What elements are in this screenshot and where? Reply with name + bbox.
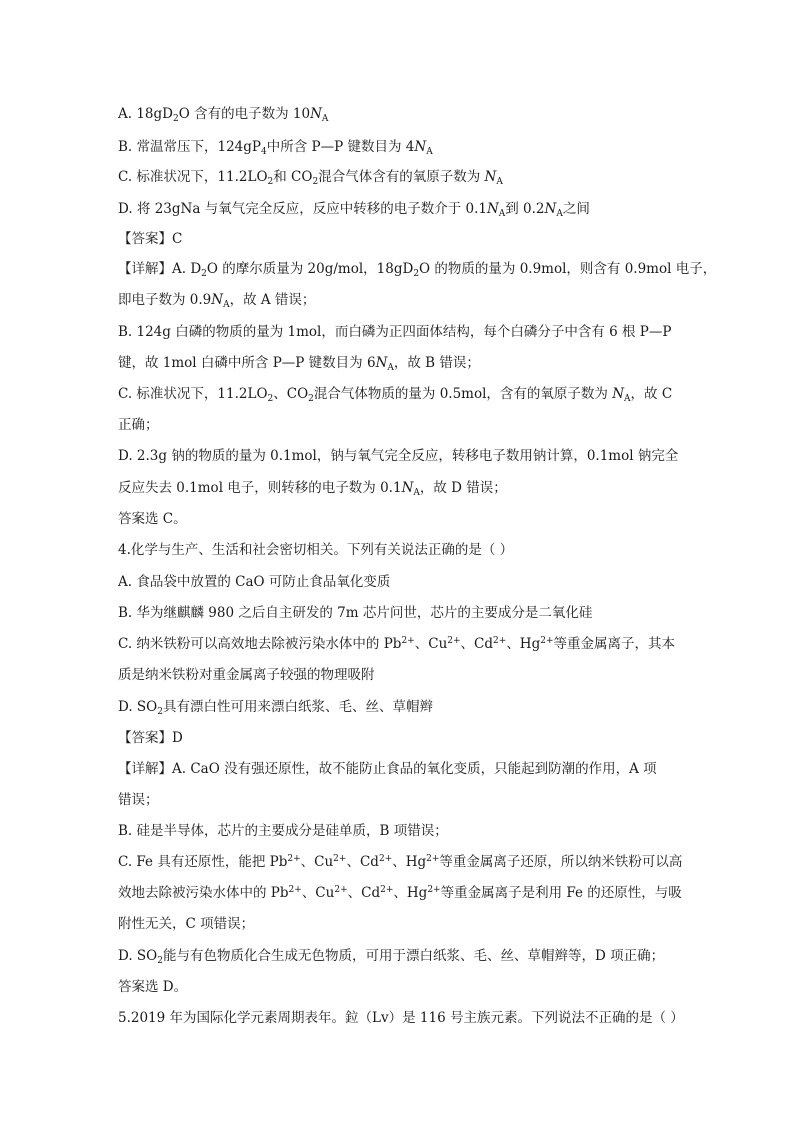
q3-explanation-line: 正确； — [118, 417, 159, 433]
q4-option-c-cont: 质是纳米铁粉对重金属离子较强的物理吸附 — [118, 667, 375, 683]
q3-explanation-line: C. 标准状况下，$11.2LO_2$、$CO_2$混合气体物质的量为 0.5mol，含有的氧原子数为 $N_A$，故 C — [118, 386, 673, 404]
q3-answer: 【答案】C — [118, 231, 183, 247]
q4-explanation-line: 效地去除被污染水体中的 $Pb^{2+}$、$Cu^{2+}$、$Cd^{2+}$、$Hg^{2+}$等重金属离子是利用 Fe 的还原性，与吸 — [118, 885, 682, 901]
q3-explanation-line: D. 2.3g 钠的物质的量为 0.1mol，钠与氧气完全反应，转移电子数用钠计算，0.1mol 钠完全 — [118, 448, 679, 464]
q4-final-answer: 答案选 D。 — [118, 979, 188, 995]
q4-explanation-line: B. 硅是半导体，芯片的主要成分是硅单质，B 项错误； — [118, 823, 448, 839]
q3-option-b: B. 常温常压下，$124gP_4$中所含 P—P 键数目为 $4N_A$ — [118, 139, 433, 157]
q3-explanation-line: 【详解】A. $D_2O$ 的摩尔质量为 20g/mol，$18gD_2O$ 的物质的量为 0.9mol，则含有 0.9mol 电子， — [118, 261, 717, 279]
q4-explanation-line: C. Fe 具有还原性，能把 $Pb^{2+}$、$Cu^{2+}$、$Cd^{2+}$、$Hg^{2+}$等重金属离子还原，所以纳米铁粉可以高 — [118, 854, 683, 870]
q4-explanation-line: 错误； — [118, 792, 159, 808]
q4-explanation-line: D. $SO_2$能与有色物质化合生成无色物质，可用于漂白纸浆、毛、丝、草帽辫等，D 项正确； — [118, 948, 665, 966]
q4-answer: 【答案】D — [118, 730, 183, 746]
q4-option-c: C. 纳米铁粉可以高效地去除被污染水体中的 $Pb^{2+}$、$Cu^{2+}$、$Cd^{2+}$、$Hg^{2+}$等重金属离子，其本 — [118, 636, 676, 652]
q3-explanation-line: 反应失去 0.1mol 电子，则转移的电子数为 $0.1N_A$，故 D 错误； — [118, 480, 507, 498]
q4-option-b: B. 华为继麒麟 980 之后自主研发的 7m 芯片问世，芯片的主要成分是二氧化硅 — [118, 605, 593, 621]
q3-explanation-line: B. 124g 白磷的物质的量为 1mol，而白磷为正四面体结构，每个白磷分子中含有 6 根 P—P — [118, 324, 672, 340]
q4-explanation-line: 【详解】A. CaO 没有强还原性，故不能防止食品的氧化变质，只能起到防潮的作用，A 项 — [118, 761, 657, 777]
q4-option-d: D. $SO_2$具有漂白性可用来漂白纸浆、毛、丝、草帽辫 — [118, 699, 433, 717]
q3-explanation-line: 即电子数为 $0.9N_A$，故 A 错误； — [118, 292, 316, 310]
q3-option-c: C. 标准状况下，$11.2LO_2$和 $CO_2$混合气体含有的氧原子数为 $N_A$ — [118, 169, 503, 187]
q3-option-a: A. $18gD_2O$ 含有的电子数为 $10N_A$ — [118, 106, 329, 124]
q4-explanation-line: 附性无关，C 项错误； — [118, 916, 255, 932]
q3-option-d: D. 将 23gNa 与氧气完全反应，反应中转移的电子数介于 $0.1N_A$到 $0.2N_A$之间 — [118, 201, 590, 219]
q3-explanation-line: 键，故 1mol 白磷中所含 P—P 键数目为 $6N_A$，故 B 错误； — [118, 355, 480, 373]
q4-stem: 4.化学与生产、生活和社会密切相关。下列有关说法正确的是（ ） — [118, 542, 514, 558]
q3-final-answer: 答案选 C。 — [118, 511, 187, 527]
q5-stem: 5.2019 年为国际化学元素周期表年。鉝（Lv）是 116 号主族元素。下列说法不正确的是（ ） — [118, 1010, 684, 1026]
q4-option-a: A. 食品袋中放置的 CaO 可防止食品氧化变质 — [118, 574, 391, 590]
